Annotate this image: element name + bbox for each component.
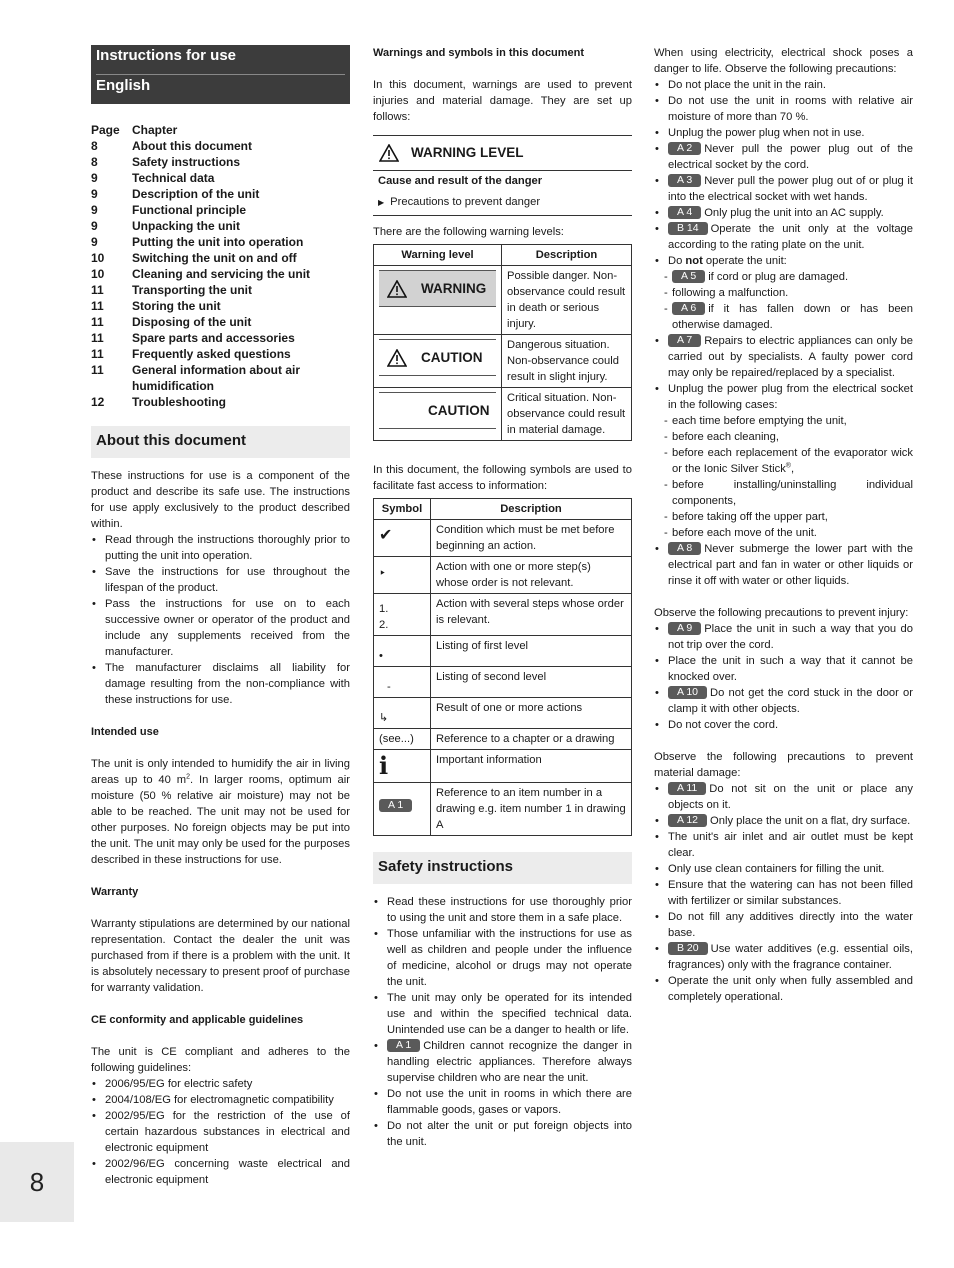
toc-title: Safety instructions: [132, 155, 241, 169]
item-ref-badge: A 8: [668, 542, 701, 555]
warnings-intro: In this document, warnings are used to prevent injuries and material damage. They are set up follows:: [373, 79, 632, 123]
symbol-cell: [374, 636, 431, 667]
toc-page: 9: [91, 187, 98, 201]
toc-row: [91, 138, 350, 154]
list-item: • Read through the instructions thoroughly prior to putting the unit into operation.: [91, 532, 350, 564]
list-item: [654, 173, 913, 205]
symbol-cell: [374, 698, 431, 729]
list-item: • The manufacturer disclaims all liability for damage resulting from the non-compliance with these instructions for use.: [91, 660, 350, 708]
toc-header-page: Page: [91, 123, 120, 137]
toc-title: Description of the unit: [132, 187, 260, 201]
toc-page: 9: [91, 219, 98, 233]
item-ref-badge: A 10: [668, 686, 707, 699]
toc-title: Transporting the unit: [132, 283, 252, 297]
list-item: [654, 829, 913, 861]
caution-material-label: CAUTION: [379, 392, 496, 429]
list-item-text: Only place the unit on a flat, dry surface.: [710, 815, 911, 827]
item-ref-badge: B 14: [668, 222, 708, 235]
item-ref-badge: A 1: [387, 1039, 420, 1052]
symbol-cell: [374, 520, 431, 557]
item-ref-badge: A 3: [668, 174, 701, 187]
list-item: [373, 1086, 632, 1118]
toc-title: Frequently asked questions: [132, 347, 291, 361]
warning-levels-table: [373, 244, 632, 441]
toc-page: 11: [91, 347, 104, 361]
material-intro: Observe the following precautions to prevent material damage:: [654, 751, 913, 779]
list-item: [373, 926, 632, 990]
list-item: [654, 621, 913, 653]
warranty-text: Warranty stipulations are determined by our national representation. Contact the dealer the unit was purchased from if there is a problem with the unit. It is absolutely necessary to present proof of purchase for warranty validation.: [91, 918, 350, 994]
table-row: [374, 335, 632, 388]
list-item-text: Read these instructions for use thoroughly prior to using the unit and store them in a safe place.: [387, 896, 632, 924]
toc-title: Switching the unit on and off: [132, 251, 297, 265]
toc-title: General information about air humidification: [132, 363, 301, 393]
electricity-bullet-list: [654, 77, 913, 253]
ce-heading: CE conformity and applicable guidelines: [91, 1014, 304, 1026]
list-item-text: Do not use the unit in rooms in which there are flammable goods, gases or vapors.: [387, 1088, 632, 1116]
toc-page: 8: [91, 139, 98, 153]
section-heading-safety: Safety instructions: [373, 852, 632, 884]
list-item: [654, 781, 913, 813]
table-row: [374, 750, 632, 783]
item-ref-badge: A 1: [379, 799, 412, 812]
column-right: [654, 45, 913, 1005]
symbol-cell: [374, 594, 431, 636]
warnings-heading: Warnings and symbols in this document: [373, 47, 585, 59]
toc-title: Unpacking the unit: [132, 219, 240, 233]
warning-cause: Cause and result of the danger: [378, 175, 543, 187]
table-row: [374, 557, 632, 594]
list-item: • Pass the instructions for use on to each successive owner or operator of the product and include any supplements received from the manufacturer.: [91, 596, 350, 660]
toc-page: 11: [91, 363, 104, 377]
symbols-header-symbol: Symbol: [374, 499, 431, 520]
toc-page: 10: [91, 267, 105, 281]
list-item: - before each cleaning,: [654, 429, 913, 445]
arrow-right-icon: ▶: [378, 198, 385, 207]
toc-row: [91, 282, 350, 298]
toc-header: [91, 122, 350, 138]
section-heading-about: About this document: [91, 426, 350, 458]
do-not-sublist: [654, 269, 913, 333]
warranty-heading: Warranty: [91, 886, 139, 898]
item-ref-badge: A 4: [668, 206, 701, 219]
toc-row: [91, 234, 350, 250]
levels-header-desc: Description: [502, 245, 632, 266]
safety-bullet-list: [373, 894, 632, 1150]
item-ref-badge: A 11: [668, 782, 706, 795]
list-item: - before taking off the upper part,: [654, 509, 913, 525]
list-item: [654, 973, 913, 1005]
info-icon: i: [379, 751, 389, 780]
list-item: [654, 941, 913, 973]
toc-title: About this document: [132, 139, 252, 153]
result-arrow-icon: ↳: [379, 712, 389, 724]
list-item-text: Do not get the cord stuck in the door or clamp it with other objects.: [668, 687, 913, 715]
symbol-cell: [374, 557, 431, 594]
symbol-cell: [374, 750, 431, 783]
about-bullet-list: [91, 532, 350, 708]
list-item-text: Place the unit in such a way that it cannot be knocked over.: [668, 655, 913, 683]
list-item-text: The unit's air inlet and air outlet must be kept clear.: [668, 831, 913, 859]
list-item-text: Do not use the unit in rooms with relative air moisture of more than 70 %.: [668, 95, 913, 123]
toc-page: 8: [91, 155, 98, 169]
list-item: [654, 685, 913, 717]
list-item: [654, 269, 913, 285]
dash-icon: -: [387, 681, 391, 693]
toc-row: [91, 154, 350, 170]
symbols-table: [373, 498, 632, 836]
symbols-header-desc: Description: [431, 499, 632, 520]
symbol-desc: Action with one or more step(s) whose order is not relevant.: [431, 557, 632, 594]
list-item-text: Never pull the power plug out of or plug it into the electrical socket with wet hands.: [668, 175, 913, 203]
list-item: [654, 301, 913, 333]
list-item-text: if it has fallen down or has been otherwise damaged.: [672, 303, 913, 331]
item-ref-badge: A 6: [672, 302, 705, 315]
list-item-text: Do not fill any additives directly into the water base.: [668, 911, 913, 939]
list-item-text: Ensure that the watering can has not been filled with fertilizer or similar substances.: [668, 879, 913, 907]
item-ref-badge: A 2: [668, 142, 701, 155]
symbol-cell: [374, 783, 431, 836]
toc-row: [91, 362, 350, 394]
symbol-desc: Result of one or more actions: [431, 698, 632, 729]
symbol-desc: Reference to a chapter or a drawing: [431, 729, 632, 750]
warning-label: WARNING: [379, 270, 496, 307]
list-item: • 2004/108/EG for electromagnetic compatibility: [91, 1092, 350, 1108]
table-row: [374, 266, 632, 335]
toc-title: Cleaning and servicing the unit: [132, 267, 311, 281]
injury-intro: Observe the following precautions to prevent injury:: [654, 607, 909, 619]
toc-title: Technical data: [132, 171, 215, 185]
symbol-desc: Important information: [431, 750, 632, 783]
list-item: [654, 877, 913, 909]
toc-title: Disposing of the unit: [132, 315, 252, 329]
symbol-glyph: (see...): [379, 733, 414, 745]
list-item: [654, 909, 913, 941]
electricity-intro: When using electricity, electrical shock poses a danger to life. Observe the following precautions:: [654, 47, 913, 75]
item-ref-badge: A 5: [672, 270, 705, 283]
table-row: [374, 667, 632, 698]
warning-level-title: WARNING LEVEL: [373, 136, 632, 171]
toc-title: Troubleshooting: [132, 395, 226, 409]
list-item-text: Place the unit in such a way that you do not trip over the cord.: [668, 623, 913, 651]
table-row: [374, 783, 632, 836]
level-desc: Critical situation. Non-observance could result in material damage.: [502, 388, 632, 441]
toc-page: 9: [91, 171, 98, 185]
toc-list: [91, 138, 350, 410]
list-item-text: Children cannot recognize the danger in handling electric appliances. Therefore always supervise children who are near the unit.: [387, 1040, 632, 1084]
ce-bullet-list: [91, 1076, 350, 1188]
item-ref-badge: A 9: [668, 622, 701, 635]
toc-row: [91, 202, 350, 218]
list-item: [373, 1038, 632, 1086]
list-item-text: The unit may only be operated for its intended use and within the specified technical data. Unintended use can be a danger to health or life.: [387, 992, 632, 1036]
item-ref-badge: A 12: [668, 814, 707, 827]
toc-row: [91, 346, 350, 362]
toc-row: [91, 266, 350, 282]
toc-page: 11: [91, 315, 104, 329]
toc-row: [91, 250, 350, 266]
list-item: [373, 990, 632, 1038]
warning-triangle-icon: [379, 144, 399, 162]
list-item: • 2006/95/EG for electric safety: [91, 1076, 350, 1092]
toc-page: 11: [91, 283, 104, 297]
list-item: [654, 93, 913, 125]
list-item: [654, 653, 913, 685]
list-item: [654, 77, 913, 93]
list-item: • A 8 Never submerge the lower part with the electrical part and fan in water or other liquids or rinse it off with water or other liquids.: [654, 541, 913, 589]
toc-page: 11: [91, 331, 104, 345]
symbol-desc: Listing of second level: [431, 667, 632, 698]
about-intro: These instructions for use is a component of the product and describe its safe use. The instructions for use apply exclusively to the product described within.: [91, 470, 350, 530]
toc-title: Spare parts and accessories: [132, 331, 295, 345]
item-ref-badge: B 20: [668, 942, 708, 955]
list-item: • Do not operate the unit: - A 5 if cord or plug are damaged. - following a malfunction. - A 6 if it has fallen down or has been otherwise damaged.: [654, 253, 913, 333]
toc-title: Storing the unit: [132, 299, 221, 313]
level-desc: Dangerous situation. Non-observance could result in slight injury.: [502, 335, 632, 388]
list-item-text: following a malfunction.: [672, 287, 789, 299]
list-item-text: Those unfamiliar with the instructions for use as well as children and people under the influence of medicine, alcohol or drugs may not operate the unit.: [387, 928, 632, 988]
list-item: [654, 285, 913, 301]
toc-row: [91, 186, 350, 202]
ce-intro: The unit is CE compliant and adheres to the following guidelines:: [91, 1046, 350, 1074]
page-number: 8: [0, 1142, 74, 1222]
list-item: [373, 894, 632, 926]
list-item: [654, 141, 913, 173]
toc-row: [91, 314, 350, 330]
toc-page: 11: [91, 299, 104, 313]
toc-page: 12: [91, 395, 105, 409]
list-item-text: Never pull the power plug out of the electrical socket by the cord.: [668, 143, 913, 171]
list-item: - before each replacement of the evaporator wick or the Ionic Silver Stick®,: [654, 445, 913, 477]
list-item: [654, 125, 913, 141]
list-item: - before each move of the unit.: [654, 525, 913, 541]
list-item-text: Unplug the power plug when not in use.: [668, 127, 865, 139]
intended-use-heading: Intended use: [91, 726, 159, 738]
symbol-cell: [374, 729, 431, 750]
symbol-desc: Reference to an item number in a drawing e.g. item number 1 in drawing A: [431, 783, 632, 836]
list-item-text: Only plug the unit into an AC supply.: [704, 207, 884, 219]
header-language: English: [96, 74, 345, 104]
toc-header-chapter: Chapter: [132, 123, 178, 137]
symbol-desc: Condition which must be met before beginning an action.: [431, 520, 632, 557]
toc-page: 9: [91, 235, 98, 249]
table-of-contents: [91, 122, 350, 410]
symbol-desc: Listing of first level: [431, 636, 632, 667]
level-desc: Possible danger. Non-observance could result in death or serious injury.: [502, 266, 632, 335]
table-row: [374, 594, 632, 636]
item-ref-badge: A 7: [668, 334, 701, 347]
list-item-text: Operate the unit only when fully assembled and completely operational.: [668, 975, 913, 1003]
list-item: • 2002/95/EG for the restriction of the use of certain hazardous substances in electrical and electronic equipment: [91, 1108, 350, 1156]
table-row: [374, 520, 632, 557]
list-item: • Save the instructions for use throughout the lifespan of the product.: [91, 564, 350, 596]
toc-row: [91, 218, 350, 234]
list-item-text: Only use clean containers for filling the unit.: [668, 863, 885, 875]
injury-bullet-list: [654, 621, 913, 733]
list-item-text: Do not place the unit in the rain.: [668, 79, 826, 91]
list-item: [654, 861, 913, 877]
list-item-text: Do not cover the cord.: [668, 719, 779, 731]
unplug-sublist: [654, 413, 913, 541]
checkmark-icon: ✔: [379, 527, 393, 544]
header-title: Instructions for use: [96, 47, 237, 64]
arrow-right-icon: ‣: [379, 566, 387, 580]
toc-row: [91, 298, 350, 314]
intended-use-text: The unit is only intended to humidify the air in living areas up to 40 $m^2$. In larger rooms, optimum air moisture (50 % relative air moisture) may not be able to be reached. The unit may not be used for other purposes. No foreign objects may be put into the unit. The unit may only be used for the purposes described in these instructions for use.: [91, 758, 350, 866]
toc-page: 10: [91, 251, 105, 265]
list-item: [654, 717, 913, 733]
symbol-cell: [374, 667, 431, 698]
symbol-glyph: 1. 2.: [379, 603, 389, 631]
document-header: [91, 45, 350, 104]
list-item-text: Use water additives (e.g. essential oils, fragrances) only with the fragrance container.: [668, 943, 913, 971]
list-item-text: if cord or plug are damaged.: [708, 271, 849, 283]
list-item: • A 7 Repairs to electric appliances can only be carried out by specialists. A faulty power cord may only be repaired/replaced by a specialist.: [654, 333, 913, 381]
warning-triangle-icon: [387, 280, 407, 298]
toc-row: [91, 170, 350, 186]
list-item: - each time before emptying the unit,: [654, 413, 913, 429]
do-not-operate-list: [654, 253, 913, 589]
table-row: [374, 636, 632, 667]
list-item: - before installing/uninstalling individual components,: [654, 477, 913, 509]
toc-row: [91, 394, 350, 410]
list-item: • 2002/96/EG concerning waste electrical and electronic equipment: [91, 1156, 350, 1188]
list-item-text: Operate the unit only at the voltage according to the rating plate on the unit.: [668, 223, 913, 251]
list-item-text: Do not sit on the unit or place any objects on it.: [668, 783, 913, 811]
bullet-icon: •: [379, 650, 383, 662]
symbols-intro: In this document, the following symbols are used to facilitate fast access to information:: [373, 464, 632, 492]
list-item: [654, 221, 913, 253]
toc-page: 9: [91, 203, 98, 217]
list-item: [654, 205, 913, 221]
toc-title: Functional principle: [132, 203, 247, 217]
column-middle: [373, 45, 632, 1150]
table-row: [374, 698, 632, 729]
warning-precaution: ▶ Precautions to prevent danger: [378, 196, 541, 208]
column-left: [91, 45, 350, 1188]
table-row: [374, 388, 632, 441]
caution-label: CAUTION: [379, 339, 496, 376]
levels-header-level: Warning level: [374, 245, 502, 266]
list-item: [654, 813, 913, 829]
symbol-desc: Action with several steps whose order is relevant.: [431, 594, 632, 636]
material-bullet-list: [654, 781, 913, 1005]
warning-level-box: [373, 135, 632, 216]
list-item: [373, 1118, 632, 1150]
toc-title: Putting the unit into operation: [132, 235, 304, 249]
table-row: [374, 729, 632, 750]
levels-intro: There are the following warning levels:: [373, 226, 564, 238]
warning-triangle-icon: [387, 349, 407, 367]
toc-row: [91, 330, 350, 346]
list-item: • Unplug the power plug from the electrical socket in the following cases: - each time before emptying the unit, - before each cleaning, - before each replacement of the evaporator wick or the Ionic Silver Stick®, - before installing/uninstalling individual components, - before taking off the upper part, - before each move of the unit.: [654, 381, 913, 541]
list-item-text: Do not alter the unit or put foreign objects into the unit.: [387, 1120, 632, 1148]
